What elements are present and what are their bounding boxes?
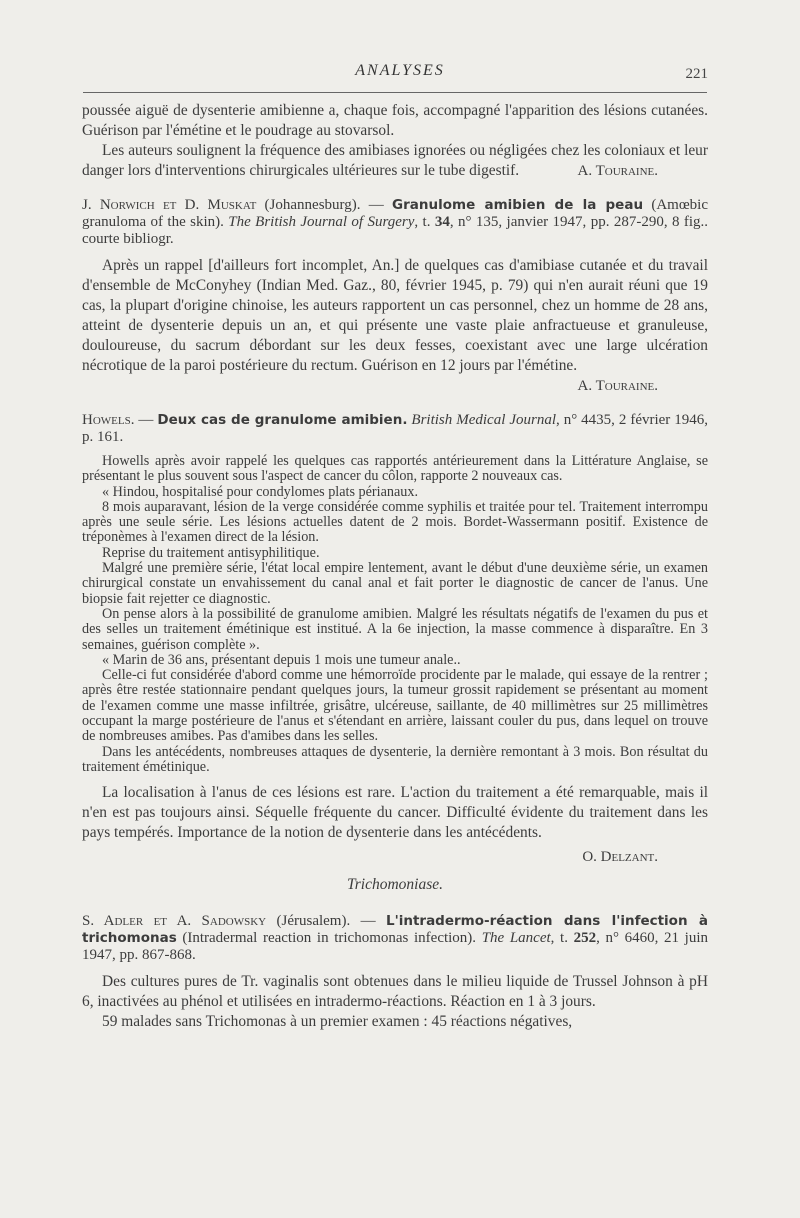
signature: O. Delzant.	[582, 849, 658, 866]
article-howels	[82, 412, 708, 867]
small-paragraph: « Hindou, hospitalisé pour condylomes plats périanaux.	[102, 483, 419, 500]
journal-name: The British Journal of Surgery	[228, 214, 415, 230]
reference-rest: , n° 4435, 2 février 1946, p. 161.	[82, 412, 709, 445]
reference-authors: J. Norwich et D. Muskat	[82, 197, 257, 213]
paragraph: Des cultures pures de Tr. vaginalis sont obtenues dans le milieu liquide de Trussel Johnson à pH 6, inactivées au phénol et utilisées en intradermo-réactions. Réaction en 1 à 3 jours.	[82, 973, 708, 1011]
small-paragraph: Reprise du traitement antisyphilitique.	[102, 544, 320, 561]
article-title: Granulome amibien de la peau	[392, 197, 644, 213]
article-title: Deux cas de granulome amibien.	[157, 412, 408, 428]
reference-volume-prefix: , t.	[550, 930, 574, 947]
volume: 252	[573, 930, 597, 947]
page-number: 221	[685, 66, 708, 82]
section-title: Trichomoniase.	[346, 876, 444, 894]
reference-place: (Johannesburg). —	[256, 197, 393, 213]
article-norwich	[82, 197, 708, 396]
small-paragraph: Howells après avoir rappelé les quelques cas rapportés antérieurement dans la Littérature Anglaise, se présentant le plus souvent sous l'aspect de cancer du côlon, rapporte 2 nouveaux cas.	[82, 453, 708, 485]
reference-volume-prefix: , t.	[414, 214, 435, 230]
paragraph: 59 malades sans Trichomonas à un premier examen : 45 réactions négatives,	[102, 1013, 573, 1031]
small-paragraph: Malgré une première série, l'état local empire lentement, avant le début d'une deuxième série, un examen chirurgical constate un envahissement du canal anal et fait porter le diagnostic de cancer de l'anus. Une biopsie fait rejetter ce diagnostic.	[82, 560, 708, 607]
signature: A. Touraine.	[577, 378, 658, 394]
article-title: L'intradermo-réaction dans l'infection à trichomonas	[82, 913, 709, 947]
reference-authors: Howels	[82, 412, 131, 428]
article-reference	[82, 412, 708, 446]
article-reference	[82, 913, 708, 964]
paragraph: Les auteurs soulignent la fréquence des amibiases ignorées ou négligées chez les coloniaux et leur danger lors d'interventions chirurgicales ultérieures sur le tube digestif.	[82, 142, 708, 179]
paragraph: La localisation à l'anus de ces lésions est rare. L'action du traitement a été remarquable, mais il n'en est pas toujours ainsi. Séquelle fréquente du cancer. Difficulté évidente du traitement dans les pays tempérés. Importance de la notion de dysenterie dans les antécédents.	[82, 784, 708, 842]
reference-details: (Intradermal reaction in trichomonas infection).	[176, 930, 482, 947]
reference-details: (Amœbic granuloma of the skin).	[82, 197, 708, 230]
reference-rest: , n° 6460, 21 juin 1947, pp. 867-868.	[82, 930, 709, 964]
article-reference	[82, 197, 708, 248]
signature: A. Touraine.	[577, 163, 658, 179]
small-paragraph: On pense alors à la possibilité de granulome amibien. Malgré les résultats négatifs de l'examen du pus et des selles un traitement émétinique est institué. A la 6e injection, la masse commence à disparaître. En 3 semaines, guérison complète ».	[82, 605, 708, 653]
small-paragraph: Dans les antécédents, nombreuses attaques de dysenterie, la dernière remontant à 3 mois. Bon résultat du traitement émétinique.	[82, 743, 708, 775]
header-rule	[83, 92, 707, 93]
journal-name: British Medical Journal	[411, 412, 556, 428]
article-continuation	[82, 101, 708, 181]
volume: 34	[434, 214, 450, 230]
reference-place: . —	[130, 412, 158, 428]
article-adler	[82, 913, 708, 1032]
small-paragraph: 8 mois auparavant, lésion de la verge considérée comme syphilis et traitée pour tel. Traitement interrompu après une seule série. Les lésions actuelles datent de 2 mois. Bordet-Wassermann positif. Existence de tréponèmes à l'examen direct de la lésion.	[82, 498, 708, 546]
small-paragraph: « Marin de 36 ans, présentant depuis 1 mois une tumeur anale..	[102, 651, 461, 668]
paragraph: Après un rappel [d'ailleurs fort incomplet, An.] de quelques cas d'amibiase cutanée et du travail d'ensemble de McConyhey (Indian Med. Gaz., 80, février 1945, p. 79) qui n'en aurait réuni que 19 cas, la plupart d'origine chinoise, les auteurs rapportent un cas personnel, chez un homme de 28 ans, atteint de dysenterie depuis un an, et qui présente une vaste plaie anfractueuse et granuleuse, douloureuse, du sacrum débordant sur les deux fesses, coexistant avec une large ulcération nécrotique de la paroi postérieure du rectum. Guérison en 12 jours par l'émétine.	[82, 257, 708, 374]
journal-name: The Lancet	[481, 930, 551, 947]
page-content	[82, 101, 708, 1032]
small-paragraph: Celle-ci fut considérée d'abord comme une hémorroïde procidente par le malade, qui essaye de la rentrer ; après être restée stationnaire pendant quelques jours, la tumeur grossit rapidement se présentant au moment de l'examen comme une masse infiltrée, grisâtre, ulcéreuse, saillante, de 40 millimètres sur 25 millimètres occupant la marge postérieure de l'anus et s'étendant en arrière, laissant couler du pus, dans lequel on trouve de nombreuses amibes. Pas d'amibes dans les selles.	[82, 667, 708, 745]
paragraph: poussée aiguë de dysenterie amibienne a, chaque fois, accompagné l'apparition des lésions cutanées. Guérison par l'émétine et le poudrage au stovarsol.	[82, 102, 708, 139]
running-header: ANALYSES	[355, 62, 445, 79]
reference-rest: , n° 135, janvier 1947, pp. 287-290, 8 fig.. courte bibliogr.	[82, 214, 709, 247]
reference-authors: S. Adler et A. Sadowsky	[82, 913, 267, 930]
reference-place: (Jérusalem). —	[266, 913, 386, 930]
